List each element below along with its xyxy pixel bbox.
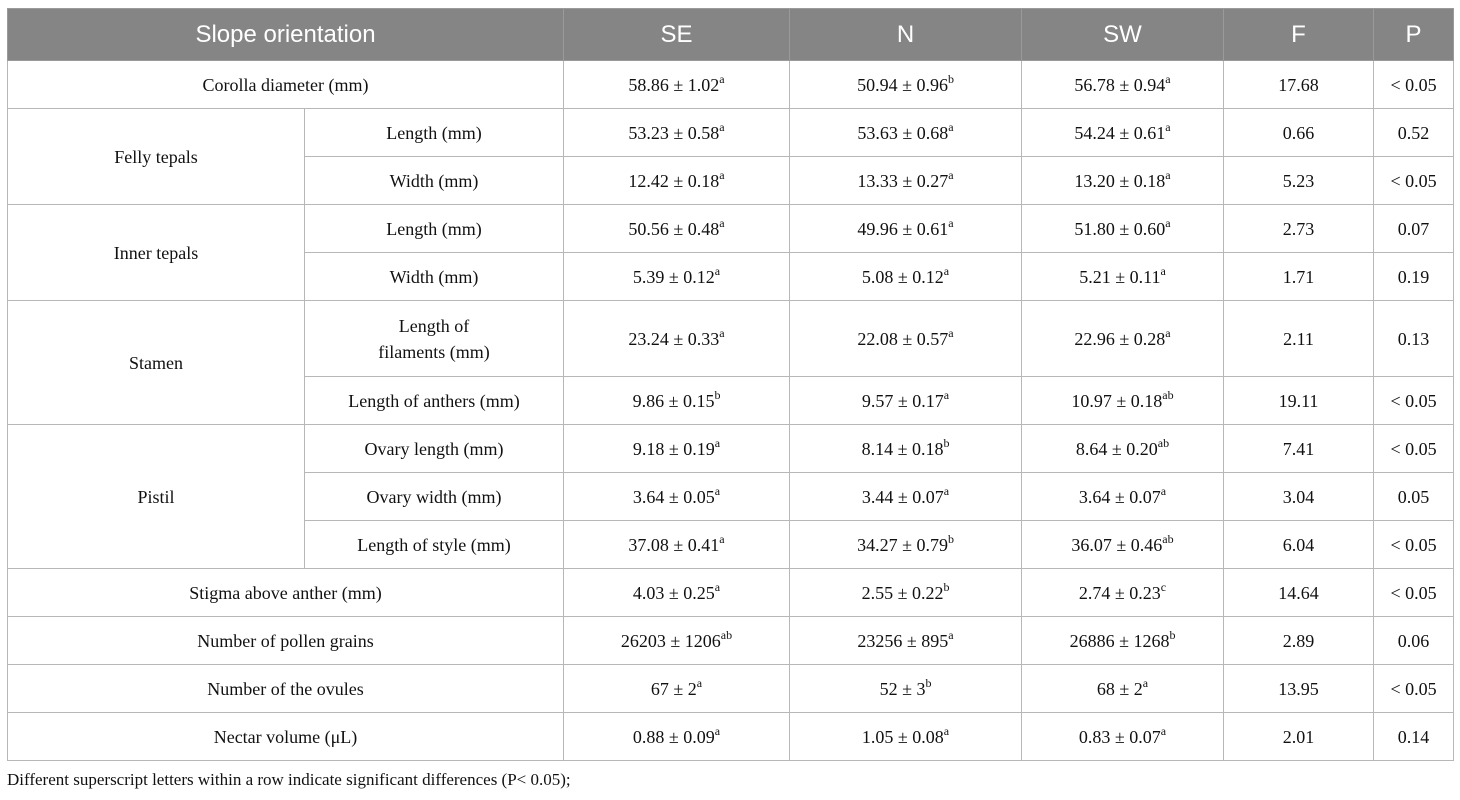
header-slope-orientation: Slope orientation xyxy=(8,9,564,61)
group-label-inner-tepals: Inner tepals xyxy=(8,205,305,301)
cell-n: 5.08 ± 0.12$^a$ xyxy=(790,253,1022,301)
cell-p: 0.52 xyxy=(1374,109,1454,157)
header-n: N xyxy=(790,9,1022,61)
cell-n: 2.55 ± 0.22$^b$ xyxy=(790,569,1022,617)
cell-n: 1.05 ± 0.08$^a$ xyxy=(790,713,1022,761)
cell-se: 9.18 ± 0.19$^a$ xyxy=(564,425,790,473)
cell-f: 7.41 xyxy=(1224,425,1374,473)
cell-sw: 0.83 ± 0.07$^a$ xyxy=(1022,713,1224,761)
row-label: Number of pollen grains xyxy=(8,617,564,665)
cell-se: 37.08 ± 0.41$^a$ xyxy=(564,521,790,569)
cell-n: 53.63 ± 0.68$^a$ xyxy=(790,109,1022,157)
row-label: Ovary length (mm) xyxy=(305,425,564,473)
cell-n: 8.14 ± 0.18$^b$ xyxy=(790,425,1022,473)
cell-p: < 0.05 xyxy=(1374,521,1454,569)
cell-n: 22.08 ± 0.57$^a$ xyxy=(790,301,1022,377)
table-row xyxy=(8,569,1454,617)
table-row xyxy=(8,713,1454,761)
cell-sw: 54.24 ± 0.61$^a$ xyxy=(1022,109,1224,157)
cell-p: < 0.05 xyxy=(1374,157,1454,205)
cell-se: $67 \pm 2^a$ xyxy=(564,665,790,713)
cell-n: 49.96 ± 0.61$^a$ xyxy=(790,205,1022,253)
header-sw: SW xyxy=(1022,9,1224,61)
cell-sw: $68 \pm 2^a$ xyxy=(1022,665,1224,713)
group-label-felly-tepals: Felly tepals xyxy=(8,109,305,205)
data-table xyxy=(7,8,1454,761)
cell-f: 17.68 xyxy=(1224,61,1374,109)
cell-se: 3.64 ± 0.05$^a$ xyxy=(564,473,790,521)
cell-p: < 0.05 xyxy=(1374,425,1454,473)
cell-n: 9.57 ± 0.17$^a$ xyxy=(790,377,1022,425)
cell-se: 58.86 ± 1.02$^a$ xyxy=(564,61,790,109)
cell-n: 3.44 ± 0.07$^a$ xyxy=(790,473,1022,521)
row-label: Stigma above anther (mm) xyxy=(8,569,564,617)
cell-f: 2.73 xyxy=(1224,205,1374,253)
cell-f: 3.04 xyxy=(1224,473,1374,521)
cell-f: 1.71 xyxy=(1224,253,1374,301)
row-label: Length of style (mm) xyxy=(305,521,564,569)
cell-f: 14.64 xyxy=(1224,569,1374,617)
row-label: Length of anthers (mm) xyxy=(305,377,564,425)
cell-sw: 5.21 ± 0.11$^a$ xyxy=(1022,253,1224,301)
row-label: Length of filaments (mm) xyxy=(305,301,564,377)
cell-sw: 2.74 ± 0.23$^c$ xyxy=(1022,569,1224,617)
cell-p: < 0.05 xyxy=(1374,377,1454,425)
row-label: Length (mm) xyxy=(305,205,564,253)
cell-n: $52 \pm 3^b$ xyxy=(790,665,1022,713)
cell-n: $23256 \pm 895^a$ xyxy=(790,617,1022,665)
cell-sw: 10.97 ± 0.18$^{ab}$ xyxy=(1022,377,1224,425)
table-row xyxy=(8,665,1454,713)
row-label: Corolla diameter (mm) xyxy=(8,61,564,109)
cell-p: 0.13 xyxy=(1374,301,1454,377)
table-row xyxy=(8,61,1454,109)
cell-f: 5.23 xyxy=(1224,157,1374,205)
cell-f: 2.11 xyxy=(1224,301,1374,377)
header-se: SE xyxy=(564,9,790,61)
cell-f: 13.95 xyxy=(1224,665,1374,713)
row-label: Ovary width (mm) xyxy=(305,473,564,521)
table-row xyxy=(8,109,1454,157)
row-label: Nectar volume (μL) xyxy=(8,713,564,761)
cell-p: 0.07 xyxy=(1374,205,1454,253)
cell-p: 0.05 xyxy=(1374,473,1454,521)
cell-f: 0.66 xyxy=(1224,109,1374,157)
table-row xyxy=(8,425,1454,473)
group-label-pistil: Pistil xyxy=(8,425,305,569)
cell-sw: 56.78 ± 0.94$^a$ xyxy=(1022,61,1224,109)
table-row xyxy=(8,301,1454,377)
cell-se: 23.24 ± 0.33$^a$ xyxy=(564,301,790,377)
cell-se: 4.03 ± 0.25$^a$ xyxy=(564,569,790,617)
header-p: P xyxy=(1374,9,1454,61)
table-row xyxy=(8,205,1454,253)
row-label: Length (mm) xyxy=(305,109,564,157)
cell-f: 6.04 xyxy=(1224,521,1374,569)
header-f: F xyxy=(1224,9,1374,61)
cell-se: 0.88 ± 0.09$^a$ xyxy=(564,713,790,761)
cell-p: < 0.05 xyxy=(1374,569,1454,617)
cell-n: 13.33 ± 0.27$^a$ xyxy=(790,157,1022,205)
row-label: Width (mm) xyxy=(305,253,564,301)
cell-n: 50.94 ± 0.96$^b$ xyxy=(790,61,1022,109)
cell-f: 19.11 xyxy=(1224,377,1374,425)
cell-sw: 3.64 ± 0.07$^a$ xyxy=(1022,473,1224,521)
row-label: Number of the ovules xyxy=(8,665,564,713)
cell-sw: $26886 \pm 1268^b$ xyxy=(1022,617,1224,665)
cell-sw: 13.20 ± 0.18$^a$ xyxy=(1022,157,1224,205)
cell-se: 5.39 ± 0.12$^a$ xyxy=(564,253,790,301)
cell-n: 34.27 ± 0.79$^b$ xyxy=(790,521,1022,569)
cell-p: < 0.05 xyxy=(1374,665,1454,713)
cell-p: < 0.05 xyxy=(1374,61,1454,109)
cell-sw: 51.80 ± 0.60$^a$ xyxy=(1022,205,1224,253)
header-row xyxy=(8,9,1454,61)
cell-p: 0.06 xyxy=(1374,617,1454,665)
table-row xyxy=(8,617,1454,665)
cell-se: 9.86 ± 0.15$^b$ xyxy=(564,377,790,425)
cell-se: 12.42 ± 0.18$^a$ xyxy=(564,157,790,205)
cell-sw: 8.64 ± 0.20$^{ab}$ xyxy=(1022,425,1224,473)
cell-f: 2.89 xyxy=(1224,617,1374,665)
cell-p: 0.14 xyxy=(1374,713,1454,761)
cell-se: $26203 \pm 1206^{ab}$ xyxy=(564,617,790,665)
cell-sw: 36.07 ± 0.46$^{ab}$ xyxy=(1022,521,1224,569)
cell-se: 50.56 ± 0.48$^a$ xyxy=(564,205,790,253)
cell-se: 53.23 ± 0.58$^a$ xyxy=(564,109,790,157)
cell-p: 0.19 xyxy=(1374,253,1454,301)
table-footnote: Different superscript letters within a row indicate significant differences (P< 0.05); xyxy=(7,770,571,789)
row-label: Width (mm) xyxy=(305,157,564,205)
group-label-stamen: Stamen xyxy=(8,301,305,425)
cell-f: 2.01 xyxy=(1224,713,1374,761)
cell-sw: 22.96 ± 0.28$^a$ xyxy=(1022,301,1224,377)
